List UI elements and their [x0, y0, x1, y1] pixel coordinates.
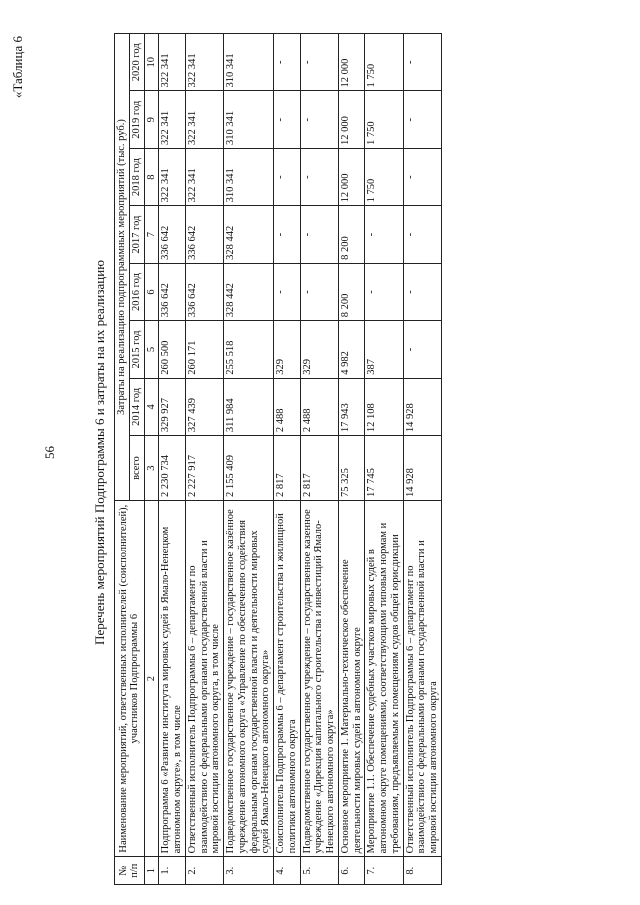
header-costs: Затраты на реализацию подпрограммных мероприятий (тыс. руб.) — [115, 34, 130, 501]
row-year-cost: 322 341 — [159, 34, 186, 92]
header-total: всего — [129, 436, 144, 501]
row-name: Ответственный исполнитель Подпрограммы 6 – департамент по взаимодействию с федеральными органами государственной власти и мировой юстиции автономного округа, в том числе — [185, 501, 223, 857]
row-number: 7. — [365, 857, 403, 885]
activities-cost-table — [114, 33, 442, 885]
row-total-cost: 14 928 — [403, 436, 441, 501]
column-number: 6 — [144, 263, 159, 320]
row-year-cost: 336 642 — [159, 206, 186, 263]
row-name: Мероприятие 1.1. Обеспечение судебных участков мировых судей в автономном округе помещениями, соответствующими типовым нормам и требованиям, предъявляемым к помещениям судов общей юрисдикции — [365, 501, 403, 857]
column-number: 4 — [144, 378, 159, 435]
header-num: № п/п — [115, 857, 145, 885]
row-year-cost: 336 642 — [185, 206, 223, 263]
row-name: Основное мероприятие 1. Материально-техническое обеспечение деятельности мировых судей в автономном округе — [338, 501, 365, 857]
column-number: 7 — [144, 206, 159, 263]
column-number: 8 — [144, 148, 159, 205]
table-tag: «Таблица 6 — [10, 36, 25, 99]
row-year-cost: 1 750 — [365, 34, 403, 92]
row-number: 5. — [300, 857, 338, 885]
row-year-cost: 336 642 — [185, 263, 223, 320]
row-year-cost: 14 928 — [403, 378, 441, 435]
row-year-cost: 12 000 — [338, 148, 365, 205]
row-year-cost: - — [403, 34, 441, 92]
row-year-cost: 329 927 — [159, 378, 186, 435]
row-year-cost: 322 341 — [185, 148, 223, 205]
row-year-cost: - — [403, 206, 441, 263]
row-year-cost: 327 439 — [185, 378, 223, 435]
row-year-cost: 260 171 — [185, 321, 223, 378]
table-row — [274, 34, 301, 885]
row-name: Соисполнитель Подпрограммы 6 – департамент строительства и жилищной политики автономного округа — [274, 501, 301, 857]
row-year-cost: 8 200 — [338, 263, 365, 320]
column-number: 5 — [144, 321, 159, 378]
row-year-cost: - — [403, 263, 441, 320]
row-name: Подпрограмма 6 «Развитие института мировых судей в Ямало-Ненецком автономном округе», в том числе — [159, 501, 186, 857]
row-year-cost: 310 341 — [224, 91, 274, 148]
column-number: 10 — [144, 34, 159, 92]
row-year-cost: 322 341 — [159, 148, 186, 205]
row-total-cost: 2 155 409 — [224, 436, 274, 501]
table-row — [403, 34, 441, 885]
row-year-cost: 322 341 — [159, 91, 186, 148]
row-year-cost: 2 488 — [274, 378, 301, 435]
column-number: 9 — [144, 91, 159, 148]
row-year-cost: - — [403, 321, 441, 378]
row-year-cost: - — [300, 263, 338, 320]
row-year-cost: - — [300, 206, 338, 263]
row-name: Ответственный исполнитель Подпрограммы 6 – департамент по взаимодействию с федеральными органами государственной власти и мировой юстиции автономного округа — [403, 501, 441, 857]
row-total-cost: 2 817 — [300, 436, 338, 501]
column-number: 3 — [144, 436, 159, 501]
row-total-cost: 2 230 734 — [159, 436, 186, 501]
row-total-cost: 75 325 — [338, 436, 365, 501]
page-number: 56 — [42, 446, 57, 459]
row-year-cost: 322 341 — [185, 91, 223, 148]
row-year-cost: - — [274, 263, 301, 320]
header-year: 2020 год — [129, 34, 144, 92]
row-year-cost: 1 750 — [365, 148, 403, 205]
row-year-cost: - — [403, 91, 441, 148]
row-total-cost: 2 227 917 — [185, 436, 223, 501]
row-year-cost: 12 000 — [338, 91, 365, 148]
row-total-cost: 2 817 — [274, 436, 301, 501]
header-year: 2015 год — [129, 321, 144, 378]
row-total-cost: 17 745 — [365, 436, 403, 501]
row-year-cost: - — [300, 91, 338, 148]
row-number: 3. — [224, 857, 274, 885]
row-year-cost: - — [365, 206, 403, 263]
column-number: 1 — [144, 857, 159, 885]
row-year-cost: 17 943 — [338, 378, 365, 435]
row-year-cost: 336 642 — [159, 263, 186, 320]
row-year-cost: 387 — [365, 321, 403, 378]
row-year-cost: 4 982 — [338, 321, 365, 378]
header-year: 2014 год — [129, 378, 144, 435]
row-year-cost: - — [300, 148, 338, 205]
row-number: 4. — [274, 857, 301, 885]
row-year-cost: 329 — [274, 321, 301, 378]
row-year-cost: - — [274, 34, 301, 92]
row-year-cost: 255 518 — [224, 321, 274, 378]
row-year-cost: 2 488 — [300, 378, 338, 435]
table-row — [159, 34, 186, 885]
row-year-cost: 1 750 — [365, 91, 403, 148]
table-row — [338, 34, 365, 885]
row-year-cost: 310 341 — [224, 34, 274, 92]
table-row — [185, 34, 223, 885]
row-year-cost: 12 108 — [365, 378, 403, 435]
column-number-row — [144, 34, 159, 885]
row-name: Подведомственное государственное учреждение – государственное казённое учреждение автономного округа «Управление по обеспечению содействия федеральным органам государственной власти и деятельности мировых судей Ямало-Ненецкого автономного округа» — [224, 501, 274, 857]
column-number: 2 — [144, 501, 159, 857]
row-year-cost: 322 341 — [185, 34, 223, 92]
row-year-cost: 328 442 — [224, 263, 274, 320]
row-year-cost: - — [274, 148, 301, 205]
row-number: 2. — [185, 857, 223, 885]
row-year-cost: - — [365, 263, 403, 320]
header-year: 2016 год — [129, 263, 144, 320]
header-year: 2018 год — [129, 148, 144, 205]
header-year: 2017 год — [129, 206, 144, 263]
header-name: Наименование мероприятий, ответственных исполнителей (соисполнителей), участников Подпрограммы 6 — [115, 501, 145, 857]
row-year-cost: 328 442 — [224, 206, 274, 263]
row-year-cost: - — [300, 34, 338, 92]
row-year-cost: 12 000 — [338, 34, 365, 92]
table-row — [365, 34, 403, 885]
row-year-cost: 329 — [300, 321, 338, 378]
header-year: 2019 год — [129, 91, 144, 148]
row-year-cost: - — [274, 206, 301, 263]
document-title: Перечень мероприятий Подпрограммы 6 и затраты на их реализацию — [92, 260, 107, 645]
row-name: Подведомственное государственное учреждение – государственное казенное учреждение «Дирекция капитального строительства и инвестиций Ямало-Ненецкого автономного округа» — [300, 501, 338, 857]
row-year-cost: - — [403, 148, 441, 205]
row-year-cost: 310 341 — [224, 148, 274, 205]
row-number: 1. — [159, 857, 186, 885]
row-year-cost: 8 200 — [338, 206, 365, 263]
row-year-cost: - — [274, 91, 301, 148]
row-number: 8. — [403, 857, 441, 885]
row-year-cost: 260 500 — [159, 321, 186, 378]
row-number: 6. — [338, 857, 365, 885]
table-row — [300, 34, 338, 885]
table-row — [224, 34, 274, 885]
header-row-top — [115, 34, 130, 885]
row-year-cost: 311 984 — [224, 378, 274, 435]
